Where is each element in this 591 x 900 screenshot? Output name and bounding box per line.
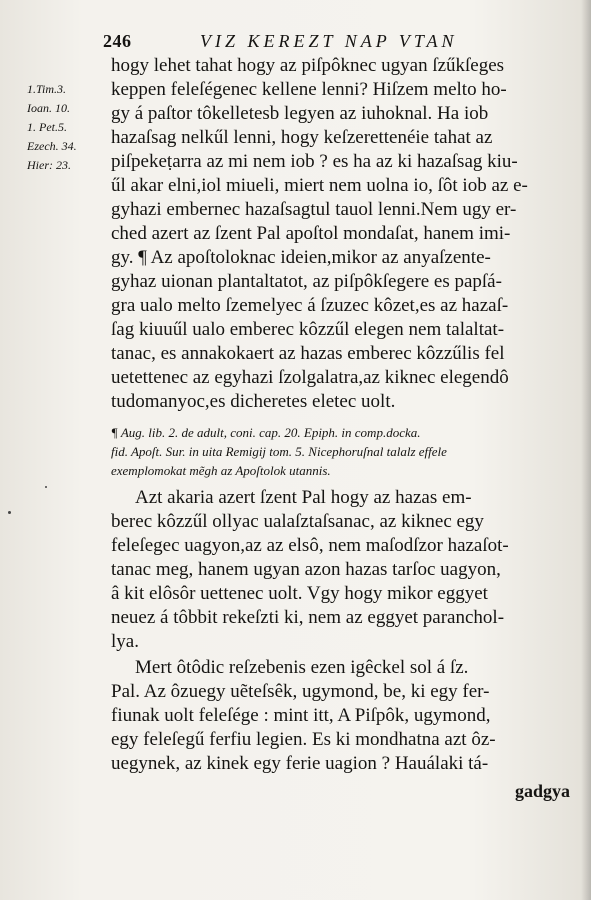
text-line: feleſegec uagyon,az az elsô, nem maſodſzor hazaſot- xyxy=(111,535,509,556)
text-line: fiunak uolt feleſége : mint itt, A Piſpôk, ugymond, xyxy=(111,705,491,726)
margin-ref: 1. Pet.5. xyxy=(27,120,67,134)
margin-ref: Ezech. 34. xyxy=(27,139,77,153)
text-line: tudomanyoc,es dicheretes eletec uolt. xyxy=(111,391,396,412)
text-line: neuez á tôbbit rekeſzti ki, nem az eggyet paranchol- xyxy=(111,607,505,628)
text-line: piſpekeṭarra az mi nem iob ? es ha az ki hazaſsag kiu- xyxy=(111,151,518,172)
text-line: gyhaz uionan plantaltatot, az piſpôkſegere es papſá- xyxy=(111,271,502,292)
page-number: 246 xyxy=(103,31,132,51)
text-line: berec kôzzűl ollyac ualaſztaſsanac, az kiknec egy xyxy=(111,511,484,532)
text-line: hogy lehet tahat hogy az piſpôknec ugyan ſzűkſeges xyxy=(111,55,505,76)
text-line: lya. xyxy=(111,631,139,652)
ink-speck xyxy=(45,486,47,488)
text-line: â kit elôsôr uettenec uolt. Vgy hogy mikor eggyet xyxy=(111,583,488,604)
running-head: VIZ KEREZT NAP VTAN xyxy=(200,31,458,51)
text-line: tanac, es annakokaert az hazas emberec kôzzűlis fel xyxy=(111,343,505,364)
text-line: ſag kiuuűl ualo emberec kôzzűl elegen nem talaltat- xyxy=(111,319,505,340)
text-line: uetettenec az egyhazi ſzolgalatra,az kiknec elegendô xyxy=(111,367,509,388)
text-line: gy á paſtor tôkelletesb legyen az iuhoknal. Ha iob xyxy=(111,103,489,124)
text-line: Pal. Az ôzuegy uẽteſsêk, ugymond, be, ki egy fer- xyxy=(111,681,490,702)
text-line: keppen feleſégenec kellene lenni? Hiſzem melto ho- xyxy=(111,79,507,100)
margin-ref: Ioan. 10. xyxy=(27,101,70,115)
catchword: gadgya xyxy=(515,781,571,801)
text-line: Azt akaria azert ſzent Pal hogy az hazas em- xyxy=(135,487,472,508)
text-line: gy. ¶ Az apoſtoloknac ideien,mikor az anyaſzente- xyxy=(111,247,491,268)
text-line: hazaſsag nelkűl lenni, hogy keſzerettenéie tahat az xyxy=(111,127,493,148)
text-line: ched azert az ſzent Pal apoſtol mondaſat, hanem imi- xyxy=(111,223,511,244)
text-line: egy feleſegű ferfiu legien. Es ki mondhatna azt ôz- xyxy=(111,729,496,750)
footnote-line: exemplomokat mẽgh az Apoſtolok utannis. xyxy=(111,463,331,478)
margin-references xyxy=(27,80,99,175)
margin-ref: Hier: 23. xyxy=(27,158,71,172)
text-line: gyhazi embernec hazaſsagtul tauol lenni.Nem ugy er- xyxy=(111,199,517,220)
text-line: tanac meg, hanem ugyan azon hazas tarſoc uagyon, xyxy=(111,559,501,580)
text-line: Mert ôtôdic reſzebenis ezen igêckel sol á ſz. xyxy=(135,657,469,678)
margin-ref: 1.Tim.3. xyxy=(27,82,67,96)
text-line: uegynek, az kinek egy ferie uagion ? Hauálaki tá- xyxy=(111,753,489,774)
footnote-line: fid. Apoſt. Sur. in uita Remigij tom. 5. Nicephoruſnal talalz effele xyxy=(111,444,447,459)
text-line: űl akar elni,iol miueli, miert nem uolna io, ſôt iob az e- xyxy=(111,175,528,196)
text-line: gra ualo melto ſzemelyec á ſzuzec kôzet,es az hazaſ- xyxy=(111,295,509,316)
ink-speck xyxy=(8,511,11,514)
footnote-line: ¶ Aug. lib. 2. de adult, coni. cap. 20. Epiph. in comp.docka. xyxy=(111,425,421,440)
